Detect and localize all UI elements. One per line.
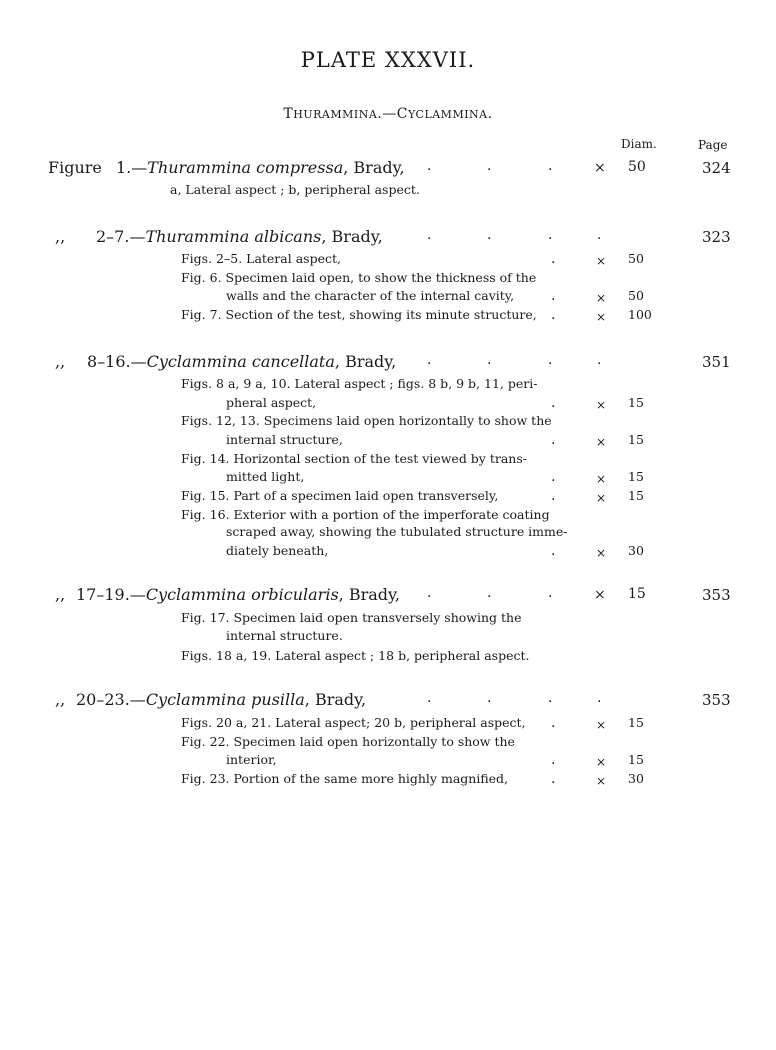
figure-description-line: Fig. 16. Exterior with a portion of the imperforate coating <box>181 507 550 522</box>
leader-dot: . <box>427 585 432 601</box>
entry-species: cancellata <box>251 352 335 371</box>
subtitle-end: . <box>487 106 493 122</box>
entry-subcaption: a, Lateral aspect ; b, peripheral aspect. <box>170 182 420 197</box>
figure-description-line: Figs. 2–5. Lateral aspect, <box>181 251 341 266</box>
entry-genus: Cyclammina <box>145 690 247 709</box>
figure-description-line: Figs. 20 a, 21. Lateral aspect; 20 b, peripheral aspect, <box>181 715 526 730</box>
subtitle-cap-1: T <box>283 106 294 122</box>
leader-dot: . <box>548 227 553 243</box>
diameter-value: 15 <box>628 715 644 730</box>
leader-dot: . <box>427 227 432 243</box>
leader-dot: . <box>427 690 432 706</box>
leader-dot: . <box>548 690 553 706</box>
page-number: 324 <box>702 159 731 177</box>
diameter-value: 15 <box>628 432 644 447</box>
entry-species: orbicularis <box>251 585 339 604</box>
entry-species-line <box>87 352 396 371</box>
entry-figure-numbers: 2–7.— <box>96 227 146 246</box>
magnification-mark: × <box>596 291 607 305</box>
figure-description-line: diately beneath, <box>226 543 329 558</box>
entry-lead: ,, <box>55 585 66 604</box>
entry-figure-numbers: 8–16.— <box>87 352 147 371</box>
figure-description-line: Fig. 17. Specimen laid open transversely showing the <box>181 610 522 625</box>
figure-description-line: Fig. 22. Specimen laid open horizontally to show the <box>181 734 515 749</box>
leader-dot: . <box>548 585 553 601</box>
entry-author: , Brady, <box>334 352 397 371</box>
figure-description-line: Figs. 8 a, 9 a, 10. Lateral aspect ; figs. 8 b, 9 b, 11, peri- <box>181 376 538 391</box>
page-number: 323 <box>702 228 731 246</box>
leader-dot: . <box>487 585 492 601</box>
diameter-value: 15 <box>628 469 644 484</box>
entry-genus: Cyclammina <box>146 352 247 371</box>
magnification-mark: × <box>596 491 607 505</box>
leader-dot: . <box>551 543 556 559</box>
entry-species-line <box>76 585 400 604</box>
figure-description-line: scraped away, showing the tubulated structure imme- <box>226 524 568 539</box>
page-number: 353 <box>702 691 731 709</box>
leader-dot: . <box>597 227 602 243</box>
entry-genus: Cyclammina <box>145 585 247 604</box>
diameter-value: 15 <box>628 752 644 767</box>
magnification-mark: × <box>596 546 607 560</box>
figure-description-line: Figs. 18 a, 19. Lateral aspect ; 18 b, peripheral aspect. <box>181 648 530 663</box>
magnification-mark: × <box>596 254 607 268</box>
entry-lead: ,, <box>55 690 66 709</box>
subtitle-separator: .— <box>377 106 397 122</box>
magnification-mark: × <box>596 774 607 788</box>
entry-figure-numbers: 1.— <box>116 158 148 177</box>
leader-dot: . <box>487 158 492 174</box>
diameter-value: 15 <box>628 586 646 602</box>
diameter-value: 50 <box>628 288 644 303</box>
entry-species: pusilla <box>251 690 305 709</box>
subtitle-cap-2: C <box>396 106 408 122</box>
entry-lead: ,, <box>55 352 66 371</box>
leader-dot: . <box>548 352 553 368</box>
entry-author: , Brady, <box>321 227 383 246</box>
figure-description-line: Fig. 15. Part of a specimen laid open transversely, <box>181 488 499 503</box>
column-header-page: Page <box>698 138 728 152</box>
leader-dot: . <box>551 488 556 504</box>
magnification-mark: × <box>596 472 607 486</box>
entry-author: , Brady, <box>343 158 405 177</box>
magnification-mark: × <box>596 718 607 732</box>
figure-description-line: interior, <box>226 752 277 767</box>
subtitle-rest-2: YCLAMMINA <box>407 108 488 121</box>
entry-species-line <box>96 227 383 246</box>
magnification-mark: × <box>596 398 607 412</box>
leader-dot: . <box>487 227 492 243</box>
subtitle-rest-1: HURAMMINA <box>293 108 378 121</box>
entry-genus: Thurammina <box>145 227 250 246</box>
diameter-value: 50 <box>628 159 646 175</box>
figure-description-line: mitted light, <box>226 469 305 484</box>
magnification-mark: × <box>594 160 606 176</box>
figure-description-line: internal structure. <box>226 628 343 643</box>
figure-description-line: Fig. 6. Specimen laid open, to show the thickness of the <box>181 270 537 285</box>
plate-title: PLATE XXXVII. <box>300 48 476 72</box>
figure-description-line: internal structure, <box>226 432 343 447</box>
diameter-value: 15 <box>628 488 644 503</box>
diameter-value: 30 <box>628 771 644 786</box>
magnification-mark: × <box>596 435 607 449</box>
leader-dot: . <box>427 158 432 174</box>
diameter-value: 30 <box>628 543 644 558</box>
entry-species-line <box>116 158 405 177</box>
entry-figure-numbers: 17–19.— <box>76 585 146 604</box>
figure-description-line: Figs. 12, 13. Specimens laid open horizontally to show the <box>181 413 552 428</box>
leader-dot: . <box>597 352 602 368</box>
magnification-mark: × <box>596 755 607 769</box>
entry-lead: ,, <box>55 227 66 246</box>
plate-subtitle <box>0 106 776 122</box>
entry-figure-numbers: 20–23.— <box>76 690 146 709</box>
entry-species-line <box>76 690 366 709</box>
figure-description-line: Fig. 7. Section of the test, showing its minute structure, <box>181 307 537 322</box>
leader-dot: . <box>551 395 556 411</box>
leader-dot: . <box>427 352 432 368</box>
figure-description-line: pheral aspect, <box>226 395 317 410</box>
page-number: 353 <box>702 586 731 604</box>
page-number: 351 <box>702 353 731 371</box>
leader-dot: . <box>548 158 553 174</box>
entry-author: , Brady, <box>304 690 367 709</box>
leader-dot: . <box>551 715 556 731</box>
entry-species: compressa <box>256 158 344 177</box>
diameter-value: 50 <box>628 251 644 266</box>
leader-dot: . <box>597 690 602 706</box>
entry-species: albicans <box>254 227 322 246</box>
leader-dot: . <box>551 307 556 323</box>
leader-dot: . <box>551 288 556 304</box>
leader-dot: . <box>551 251 556 267</box>
figure-description-line: Fig. 14. Horizontal section of the test viewed by trans- <box>181 451 527 466</box>
magnification-mark: × <box>596 310 607 324</box>
magnification-mark: × <box>594 587 606 603</box>
column-header-diam: Diam. <box>621 137 657 151</box>
leader-dot: . <box>551 469 556 485</box>
leader-dot: . <box>551 771 556 787</box>
entry-genus: Thurammina <box>147 158 252 177</box>
figure-description-line: walls and the character of the internal cavity, <box>226 288 515 303</box>
leader-dot: . <box>551 432 556 448</box>
leader-dot: . <box>487 690 492 706</box>
leader-dot: . <box>551 752 556 768</box>
diameter-value: 15 <box>628 395 644 410</box>
figure-description-line: Fig. 23. Portion of the same more highly magnified, <box>181 771 509 786</box>
diameter-value: 100 <box>628 307 652 322</box>
entry-author: , Brady, <box>338 585 401 604</box>
leader-dot: . <box>487 352 492 368</box>
entry-lead: Figure <box>48 158 102 177</box>
